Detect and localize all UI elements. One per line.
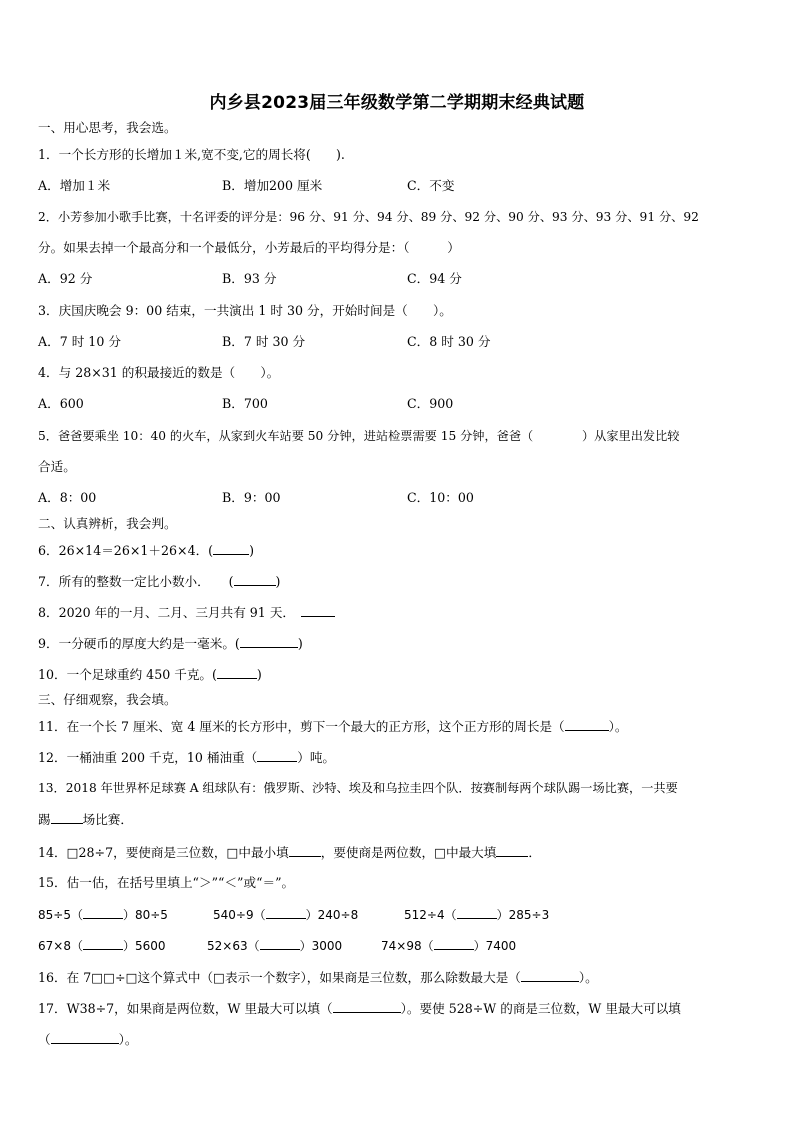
question-7 xyxy=(38,572,280,591)
q14-text-c: ． xyxy=(528,845,541,860)
q15-r2-i1-blank[interactable] xyxy=(83,936,123,950)
question-13-line-2 xyxy=(38,810,133,829)
q12-answer-blank[interactable] xyxy=(257,748,297,762)
q5-option-b[interactable]: B．9：00 xyxy=(222,490,281,505)
q14-answer-blank-1[interactable] xyxy=(289,843,321,857)
q15-row2-item2 xyxy=(207,936,342,955)
q16-close: ）。 xyxy=(578,970,598,985)
q7-text: 7．所有的整数一定比小数小． ( xyxy=(38,574,234,589)
q11-close: ）。 xyxy=(608,719,628,734)
q5-option-c[interactable]: C．10：00 xyxy=(407,490,474,505)
question-1: 1．一个长方形的长增加１米,宽不变,它的周长将( ). xyxy=(38,147,345,162)
page-title: 内乡县2023届三年级数学第二学期期末经典试题 xyxy=(209,93,585,113)
question-17-line-1 xyxy=(38,999,681,1018)
q7-close: ) xyxy=(275,574,281,589)
q15-r2-i3-left: 74×98（ xyxy=(381,939,434,953)
question-9 xyxy=(38,634,303,653)
q16-answer-blank[interactable] xyxy=(521,968,579,982)
question-13-line-1: 13．2018 年世界杯足球赛 A 组球队有：俄罗斯、沙特、埃及和乌拉圭四个队．按赛制每两个球队踢一场比赛，一共要 xyxy=(38,781,678,795)
q15-r1-i2-blank[interactable] xyxy=(266,905,306,919)
q15-row2-item1 xyxy=(38,936,166,955)
section-heading-1: 一、用心思考，我会选。 xyxy=(38,120,177,135)
q1-option-a[interactable]: A．增加１米 xyxy=(38,178,111,193)
q12-close: ）吨。 xyxy=(297,750,336,765)
q15-r2-i2-blank[interactable] xyxy=(260,936,300,950)
q16-text: 16．在 7□□÷□这个算式中（□表示一个数字），如果商是三位数，那么除数最大是（ xyxy=(38,970,521,985)
question-15: 15．估一估，在括号里填上“＞”“＜”或“＝”。 xyxy=(38,875,295,890)
q15-row1-item2 xyxy=(213,905,358,924)
question-5-line-1: 5．爸爸要乘坐 10：40 的火车，从家到火车站要 50 分钟，进站检票需要 15 分钟，爸爸（ ）从家里出发比较 xyxy=(38,429,680,443)
q14-text-b: ，要使商是两位数，□中最大填 xyxy=(320,845,497,860)
q13-close: 场比赛． xyxy=(82,812,133,827)
question-16 xyxy=(38,968,598,987)
q3-option-a[interactable]: A．7 时 10 分 xyxy=(38,334,121,349)
q4-option-a[interactable]: A．600 xyxy=(38,396,84,411)
q17-answer-blank-1[interactable] xyxy=(333,999,401,1013)
question-8 xyxy=(38,603,335,622)
q15-r2-i1-right: ）5600 xyxy=(122,939,166,953)
q15-r1-i2-right: ）240÷8 xyxy=(305,908,359,922)
q11-text: 11．在一个长 7 厘米、宽 4 厘米的长方形中，剪下一个最大的正方形，这个正方形的周长是（ xyxy=(38,719,565,734)
q15-r1-i3-right: ）285÷3 xyxy=(496,908,550,922)
q17-close: ）。 xyxy=(118,1032,138,1047)
q15-r1-i2-left: 540÷9（ xyxy=(213,908,266,922)
question-10 xyxy=(38,665,262,684)
q17-answer-blank-2[interactable] xyxy=(51,1030,119,1044)
question-14 xyxy=(38,843,541,862)
q8-answer-blank[interactable] xyxy=(301,603,335,617)
q10-answer-blank[interactable] xyxy=(217,665,257,679)
q15-r1-i3-left: 512÷4（ xyxy=(404,908,457,922)
q9-answer-blank[interactable] xyxy=(240,634,298,648)
q2-option-b[interactable]: B．93 分 xyxy=(222,271,277,286)
q10-close: ) xyxy=(256,667,262,682)
q3-option-c[interactable]: C．8 时 30 分 xyxy=(407,334,491,349)
q5-option-a[interactable]: A．8：00 xyxy=(38,490,97,505)
q15-r2-i3-right: ）7400 xyxy=(473,939,517,953)
q17-text-b: ）。要使 528÷W 的商是三位数，W 里最大可以填 xyxy=(400,1001,681,1016)
q15-r2-i2-right: ）3000 xyxy=(299,939,343,953)
question-12 xyxy=(38,748,335,767)
q17-text-a: 17．W38÷7，如果商是两位数，W 里最大可以填（ xyxy=(38,1001,333,1016)
q6-close: ) xyxy=(249,543,255,558)
q13-answer-blank[interactable] xyxy=(51,810,83,824)
q15-r1-i3-blank[interactable] xyxy=(457,905,497,919)
q15-row2-item3 xyxy=(381,936,516,955)
q9-text: 9．一分硬币的厚度大约是一毫米。( xyxy=(38,636,240,651)
q14-answer-blank-2[interactable] xyxy=(496,843,528,857)
q11-answer-blank[interactable] xyxy=(565,717,609,731)
q2-option-c[interactable]: C．94 分 xyxy=(407,271,462,286)
q15-r1-i1-blank[interactable] xyxy=(83,905,123,919)
q15-row1-item3 xyxy=(404,905,549,924)
q8-text: 8．2020 年的一月、二月、三月共有 91 天． xyxy=(38,605,296,620)
q15-r2-i1-left: 67×8（ xyxy=(38,939,83,953)
q1-option-b[interactable]: B．增加200 厘米 xyxy=(222,178,323,193)
q14-text-a: 14．□28÷7，要使商是三位数，□中最小填 xyxy=(38,845,289,860)
q6-text: 6．26×14＝26×1＋26×4．( xyxy=(38,543,214,558)
question-2-line-1: 2．小芳参加小歌手比赛，十名评委的评分是：96 分、91 分、94 分、89 分、92 分、90 分、93 分、93 分、91 分、92 xyxy=(38,210,699,224)
q15-r2-i2-left: 52×63（ xyxy=(207,939,260,953)
question-4: 4．与 28×31 的积最接近的数是（ ）。 xyxy=(38,365,280,380)
q17-open: （ xyxy=(38,1032,51,1047)
question-17-line-2 xyxy=(38,1030,137,1049)
q3-option-b[interactable]: B．7 时 30 分 xyxy=(222,334,306,349)
question-2-line-2: 分。如果去掉一个最高分和一个最低分，小芳最后的平均得分是：（ ） xyxy=(38,240,460,255)
q4-option-b[interactable]: B．700 xyxy=(222,396,268,411)
q9-close: ) xyxy=(297,636,303,651)
q15-row1-item1 xyxy=(38,905,168,924)
question-11 xyxy=(38,717,628,736)
question-5-line-2: 合适。 xyxy=(38,459,76,474)
section-heading-2: 二、认真辨析，我会判。 xyxy=(38,516,177,531)
q2-option-a[interactable]: A．92 分 xyxy=(38,271,93,286)
q1-option-c[interactable]: C．不变 xyxy=(407,178,455,193)
q15-r2-i3-blank[interactable] xyxy=(434,936,474,950)
q13-text: 踢 xyxy=(38,812,51,827)
q15-r1-i1-left: 85÷5（ xyxy=(38,908,83,922)
question-6 xyxy=(38,541,254,560)
q4-option-c[interactable]: C．900 xyxy=(407,396,454,411)
question-3: 3．庆国庆晚会 9：00 结束，一共演出 1 时 30 分，开始时间是（ ）。 xyxy=(38,303,452,318)
q12-text: 12．一桶油重 200 千克，10 桶油重（ xyxy=(38,750,258,765)
q6-answer-blank[interactable] xyxy=(213,541,249,555)
q10-text: 10．一个足球重约 450 千克。( xyxy=(38,667,217,682)
section-heading-3: 三、仔细观察，我会填。 xyxy=(38,692,177,707)
q15-r1-i1-right: ）80÷5 xyxy=(122,908,168,922)
q7-answer-blank[interactable] xyxy=(234,572,276,586)
